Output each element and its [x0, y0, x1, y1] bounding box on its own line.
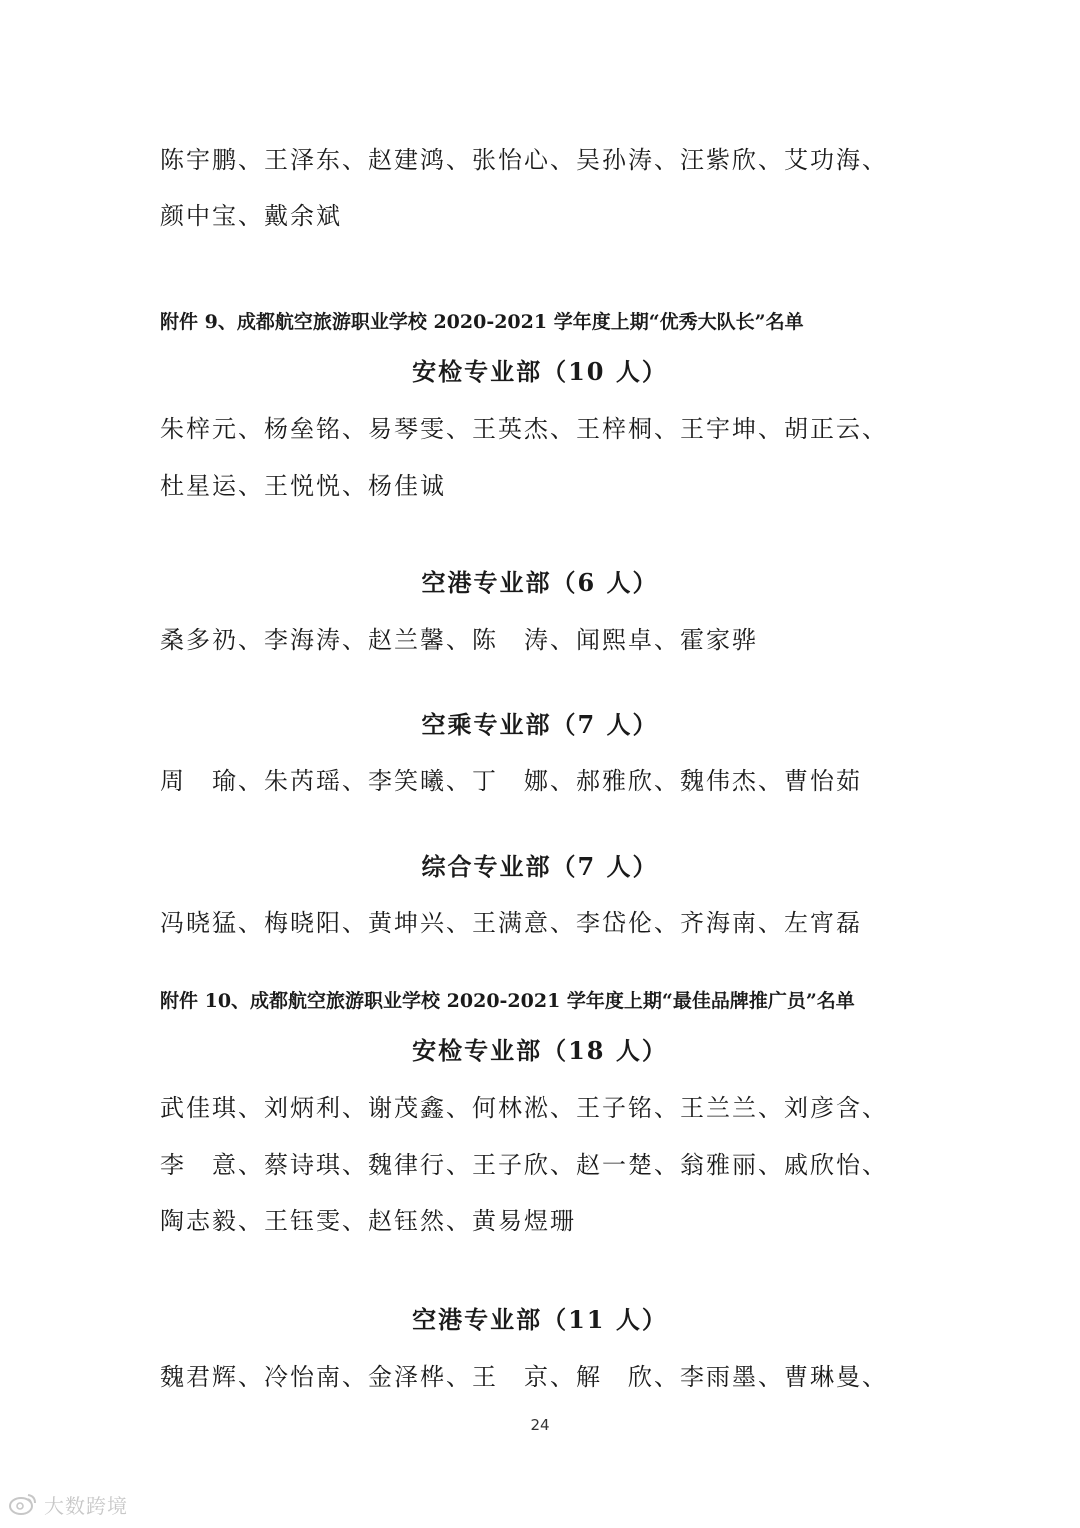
- names-line: 李 意、蔡诗琪、魏律行、王子欣、赵一楚、翁雅丽、戚欣怡、: [160, 1151, 888, 1179]
- names-line: 周 瑜、朱芮瑶、李笑曦、丁 娜、郝雅欣、魏伟杰、曹怡茹: [160, 767, 862, 795]
- watermark-text: 大数跨境: [44, 1493, 128, 1518]
- names-line: 朱梓元、杨垒铭、易琴雯、王英杰、王梓桐、王宇坤、胡正云、: [160, 415, 888, 443]
- names-line: 陶志毅、王钰雯、赵钰然、黄易煜珊: [160, 1207, 576, 1235]
- continued-names-line-1: 陈宇鹏、王泽东、赵建鸿、张怡心、吴孙涛、汪紫欣、艾功海、: [160, 146, 888, 174]
- dept-heading-security: 安检专业部（18 人）: [412, 1036, 668, 1065]
- dept-heading-security: 安检专业部（10 人）: [412, 357, 668, 386]
- dept-heading-airport: 空港专业部（11 人）: [412, 1305, 668, 1334]
- dept-heading-comprehensive: 综合专业部（7 人）: [421, 852, 659, 881]
- continued-names-line-2: 颜中宝、戴余斌: [160, 202, 342, 230]
- appendix-10-title: 附件 10、成都航空旅游职业学校 2020-2021 学年度上期“最佳品牌推广员”名单: [160, 990, 855, 1012]
- watermark: [8, 1490, 128, 1518]
- names-line: 杜星运、王悦悦、杨佳诚: [160, 472, 446, 500]
- dept-heading-airport: 空港专业部（6 人）: [421, 568, 659, 597]
- names-line: 桑多礽、李海涛、赵兰馨、陈 涛、闻熙卓、霍家骅: [160, 626, 758, 654]
- names-line: 魏君辉、冷怡南、金泽桦、王 京、解 欣、李雨墨、曹琳曼、: [160, 1363, 888, 1391]
- dept-heading-cabin-crew: 空乘专业部（7 人）: [421, 710, 659, 739]
- page-number: 24: [530, 1416, 550, 1434]
- names-line: 冯晓猛、梅晓阳、黄坤兴、王满意、李岱伦、齐海南、左宵磊: [160, 909, 862, 937]
- weibo-like-logo-icon: [8, 1492, 38, 1516]
- names-line: 武佳琪、刘炳利、谢茂鑫、何林淞、王子铭、王兰兰、刘彦含、: [160, 1094, 888, 1122]
- appendix-9-title: 附件 9、成都航空旅游职业学校 2020-2021 学年度上期“优秀大队长”名单: [160, 311, 804, 333]
